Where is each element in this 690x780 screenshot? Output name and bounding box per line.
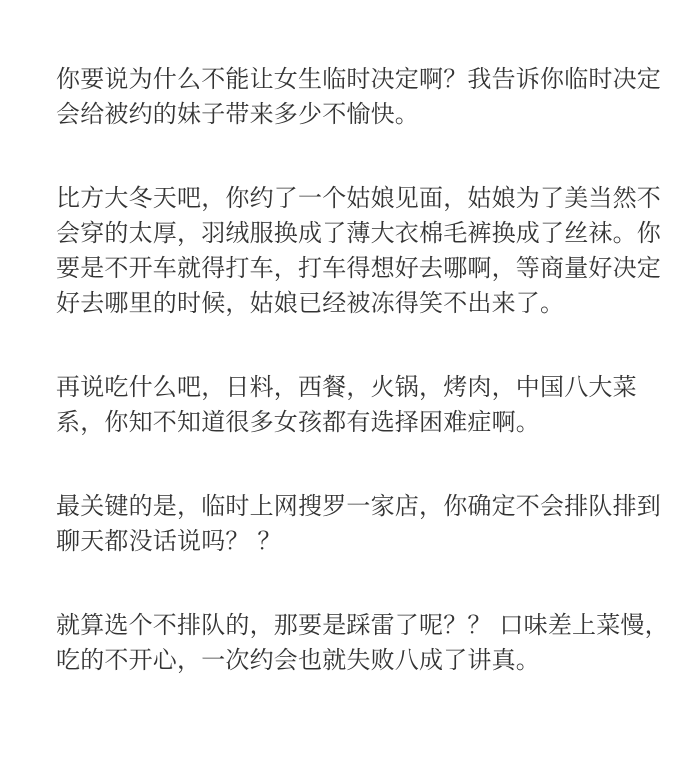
text-line: 系，你知不知道很多女孩都有选择困难症啊。 bbox=[56, 408, 540, 436]
text-line: 要是不开车就得打车，打车得想好去哪啊，等商量好决定 bbox=[56, 254, 661, 282]
paragraph-2 bbox=[56, 181, 661, 321]
paragraph-3 bbox=[56, 370, 646, 440]
paragraph-4 bbox=[56, 489, 661, 559]
text-line: 比方大冬天吧，你约了一个姑娘见面，姑娘为了美当然不 bbox=[56, 184, 661, 212]
article-body bbox=[56, 62, 669, 727]
text-line: 你要说为什么不能让女生临时决定啊？我告诉你临时决定 bbox=[56, 65, 661, 93]
paragraph-1 bbox=[56, 62, 661, 132]
text-line: 聊天都没话说吗？ ？ bbox=[56, 527, 282, 555]
text-line: 再说吃什么吧，日料，西餐，火锅，烤肉，中国八大菜 bbox=[56, 373, 637, 401]
text-line: 最关键的是，临时上网搜罗一家店，你确定不会排队排到 bbox=[56, 492, 661, 520]
text-line: 就算选个不排队的，那要是踩雷了呢？？ 口味差上菜慢， bbox=[56, 611, 669, 639]
text-line: 会给被约的妹子带来多少不愉快。 bbox=[56, 100, 419, 128]
text-line: 好去哪里的时候，姑娘已经被冻得笑不出来了。 bbox=[56, 289, 565, 317]
paragraph-5 bbox=[56, 608, 669, 678]
text-line: 吃的不开心，一次约会也就失败八成了讲真。 bbox=[56, 646, 540, 674]
text-line: 会穿的太厚，羽绒服换成了薄大衣棉毛裤换成了丝袜。你 bbox=[56, 219, 661, 247]
